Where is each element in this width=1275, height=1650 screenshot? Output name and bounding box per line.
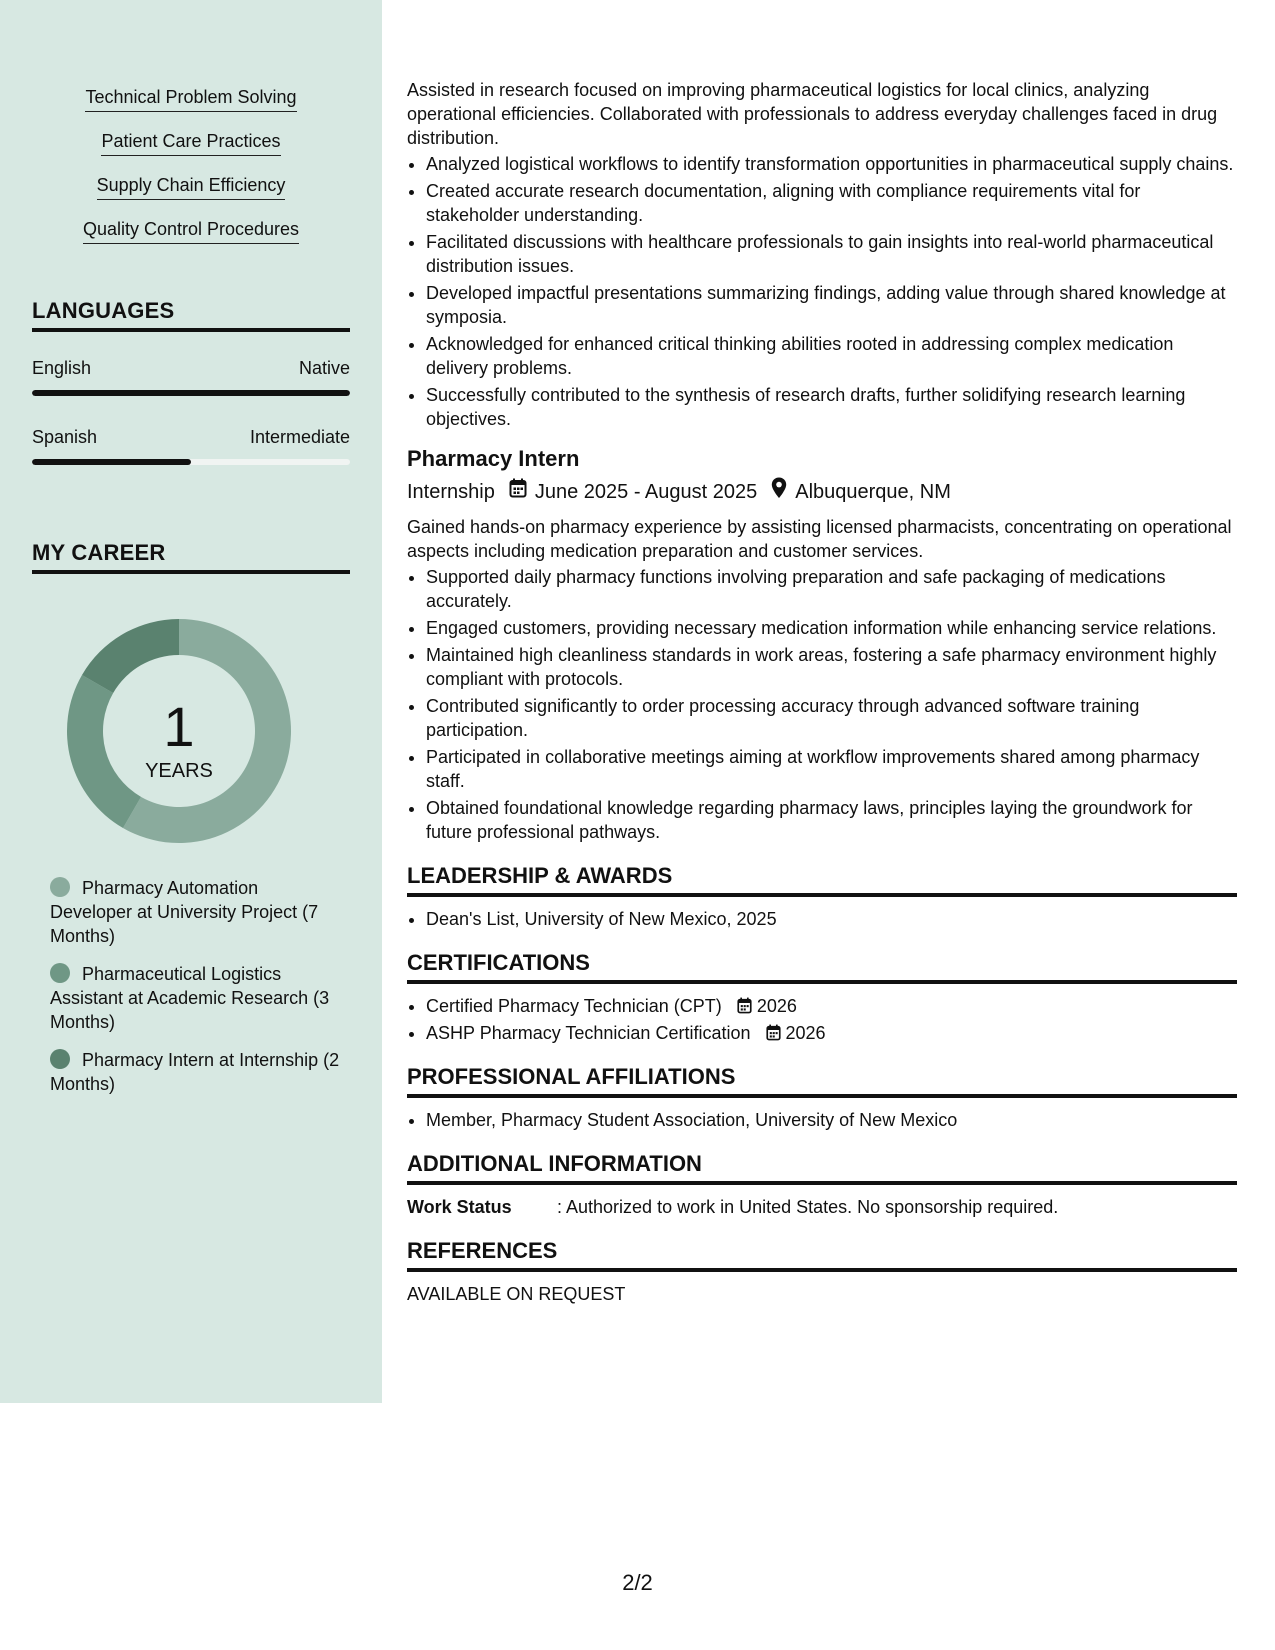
career-total-number: 1 xyxy=(163,695,195,758)
work-status-row xyxy=(407,1195,1237,1219)
donut-segment-2 xyxy=(67,675,141,828)
career-legend-text: Pharmacy Intern at Internship (2 Months) xyxy=(50,1050,340,1094)
experience-summary: Assisted in research focused on improving pharmaceutical logistics for local clinics, analyzing operational efficiencies. Collaborated with professionals to address everyday challenges faced in drug distribution. xyxy=(407,80,1218,148)
bullet-item: • Dean's List, University of New Mexico, 2025 xyxy=(426,907,1237,931)
main-content xyxy=(407,78,1237,1306)
certification-name: ASHP Pharmacy Technician Certification xyxy=(426,1023,751,1043)
language-proficiency-fill xyxy=(32,459,191,465)
page-number: 2/2 xyxy=(622,1570,653,1595)
legend-dot xyxy=(50,877,70,897)
career-legend-text: Pharmaceutical Logistics Assistant at Academic Research (3 Months) xyxy=(50,964,330,1032)
legend-dot xyxy=(50,963,70,983)
affiliations-list xyxy=(407,1108,1237,1132)
certification-year: 2026 xyxy=(756,996,797,1016)
calendar-icon xyxy=(509,478,527,506)
bullet-item: • Supported daily pharmacy functions involving preparation and safe packaging of medications accurately. xyxy=(426,565,1237,613)
certification-name: Certified Pharmacy Technician (CPT) xyxy=(426,996,722,1016)
certification-year: 2026 xyxy=(785,1023,826,1043)
job-title: Pharmacy Intern xyxy=(407,446,580,471)
languages-heading: LANGUAGES xyxy=(32,298,350,332)
job-summary: Gained hands-on pharmacy experience by assisting licensed pharmacists, concentrating on operational aspects including medication preparation and customer services. xyxy=(407,517,1232,561)
job-meta xyxy=(407,477,1237,507)
work-status-label: Work Status xyxy=(407,1197,512,1217)
bullet-item: • Successfully contributed to the synthesis of research drafts, further solidifying research learning objectives. xyxy=(426,383,1237,431)
calendar-icon xyxy=(737,996,752,1016)
calendar-icon xyxy=(766,1023,781,1043)
language-proficiency-bar xyxy=(32,459,350,465)
certifications-list xyxy=(407,994,1237,1045)
language-level: Intermediate xyxy=(249,427,350,447)
job-location: Albuquerque, NM xyxy=(795,481,951,503)
leadership-list xyxy=(407,907,1237,931)
job-bullets xyxy=(407,565,1237,844)
skill-item: Supply Chain Efficiency xyxy=(97,174,286,200)
language-name: English xyxy=(32,358,92,378)
career-donut-chart xyxy=(66,618,292,844)
references-text: AVAILABLE ON REQUEST xyxy=(407,1284,626,1304)
certifications-heading: CERTIFICATIONS xyxy=(407,949,1237,984)
work-status-value: : Authorized to work in United States. No sponsorship required. xyxy=(557,1197,1059,1217)
experience-bullets xyxy=(407,152,1237,431)
affiliations-heading: PROFESSIONAL AFFILIATIONS xyxy=(407,1063,1237,1098)
leadership-heading: LEADERSHIP & AWARDS xyxy=(407,862,1237,897)
language-proficiency-bar xyxy=(32,390,350,396)
career-heading: MY CAREER xyxy=(32,540,350,574)
language-level: Native xyxy=(298,358,350,378)
donut-segment-3 xyxy=(82,619,179,693)
bullet-item: • Participated in collaborative meetings aiming at workflow improvements shared among pharmacy staff. xyxy=(426,745,1237,793)
map-pin-icon xyxy=(771,477,787,507)
sidebar xyxy=(0,0,382,1403)
language-name: Spanish xyxy=(32,427,98,447)
bullet-item: • Engaged customers, providing necessary medication information while enhancing service relations. xyxy=(426,616,1237,640)
skill-item: Quality Control Procedures xyxy=(83,218,299,244)
bullet-item: • Member, Pharmacy Student Association, University of New Mexico xyxy=(426,1108,1237,1132)
legend-dot xyxy=(50,1049,70,1069)
skill-item: Patient Care Practices xyxy=(101,130,280,156)
bullet-item: • Facilitated discussions with healthcare professionals to gain insights into real-world pharmaceutical distribution issues. xyxy=(426,230,1237,278)
references-heading: REFERENCES xyxy=(407,1237,1237,1272)
skills-list xyxy=(0,86,382,262)
certification-item xyxy=(426,1021,1237,1045)
job-type: Internship xyxy=(407,481,495,503)
bullet-item: • Developed impactful presentations summarizing findings, adding value through shared knowledge at symposia. xyxy=(426,281,1237,329)
bullet-item: • Maintained high cleanliness standards in work areas, fostering a safe pharmacy environment highly compliant with protocols. xyxy=(426,643,1237,691)
career-legend-item xyxy=(50,876,340,948)
bullet-item: • Obtained foundational knowledge regarding pharmacy laws, principles laying the groundwork for future professional pathways. xyxy=(426,796,1237,844)
skill-item: Technical Problem Solving xyxy=(85,86,296,112)
bullet-item: • Contributed significantly to order processing accuracy through advanced software training participation. xyxy=(426,694,1237,742)
additional-info-heading: ADDITIONAL INFORMATION xyxy=(407,1150,1237,1185)
career-legend-text: Pharmacy Automation Developer at University Project (7 Months) xyxy=(50,878,319,946)
career-legend-item xyxy=(50,962,340,1034)
bullet-item: • Acknowledged for enhanced critical thinking abilities rooted in addressing complex medication delivery problems. xyxy=(426,332,1237,380)
bullet-item: • Analyzed logistical workflows to identify transformation opportunities in pharmaceutical supply chains. xyxy=(426,152,1237,176)
career-legend xyxy=(50,876,340,1110)
language-proficiency-fill xyxy=(32,390,350,396)
bullet-item: • Created accurate research documentation, aligning with compliance requirements vital for stakeholder understanding. xyxy=(426,179,1237,227)
career-legend-item xyxy=(50,1048,340,1096)
career-total-unit: YEARS xyxy=(145,760,213,782)
certification-item xyxy=(426,994,1237,1018)
job-dates: June 2025 - August 2025 xyxy=(534,481,758,503)
